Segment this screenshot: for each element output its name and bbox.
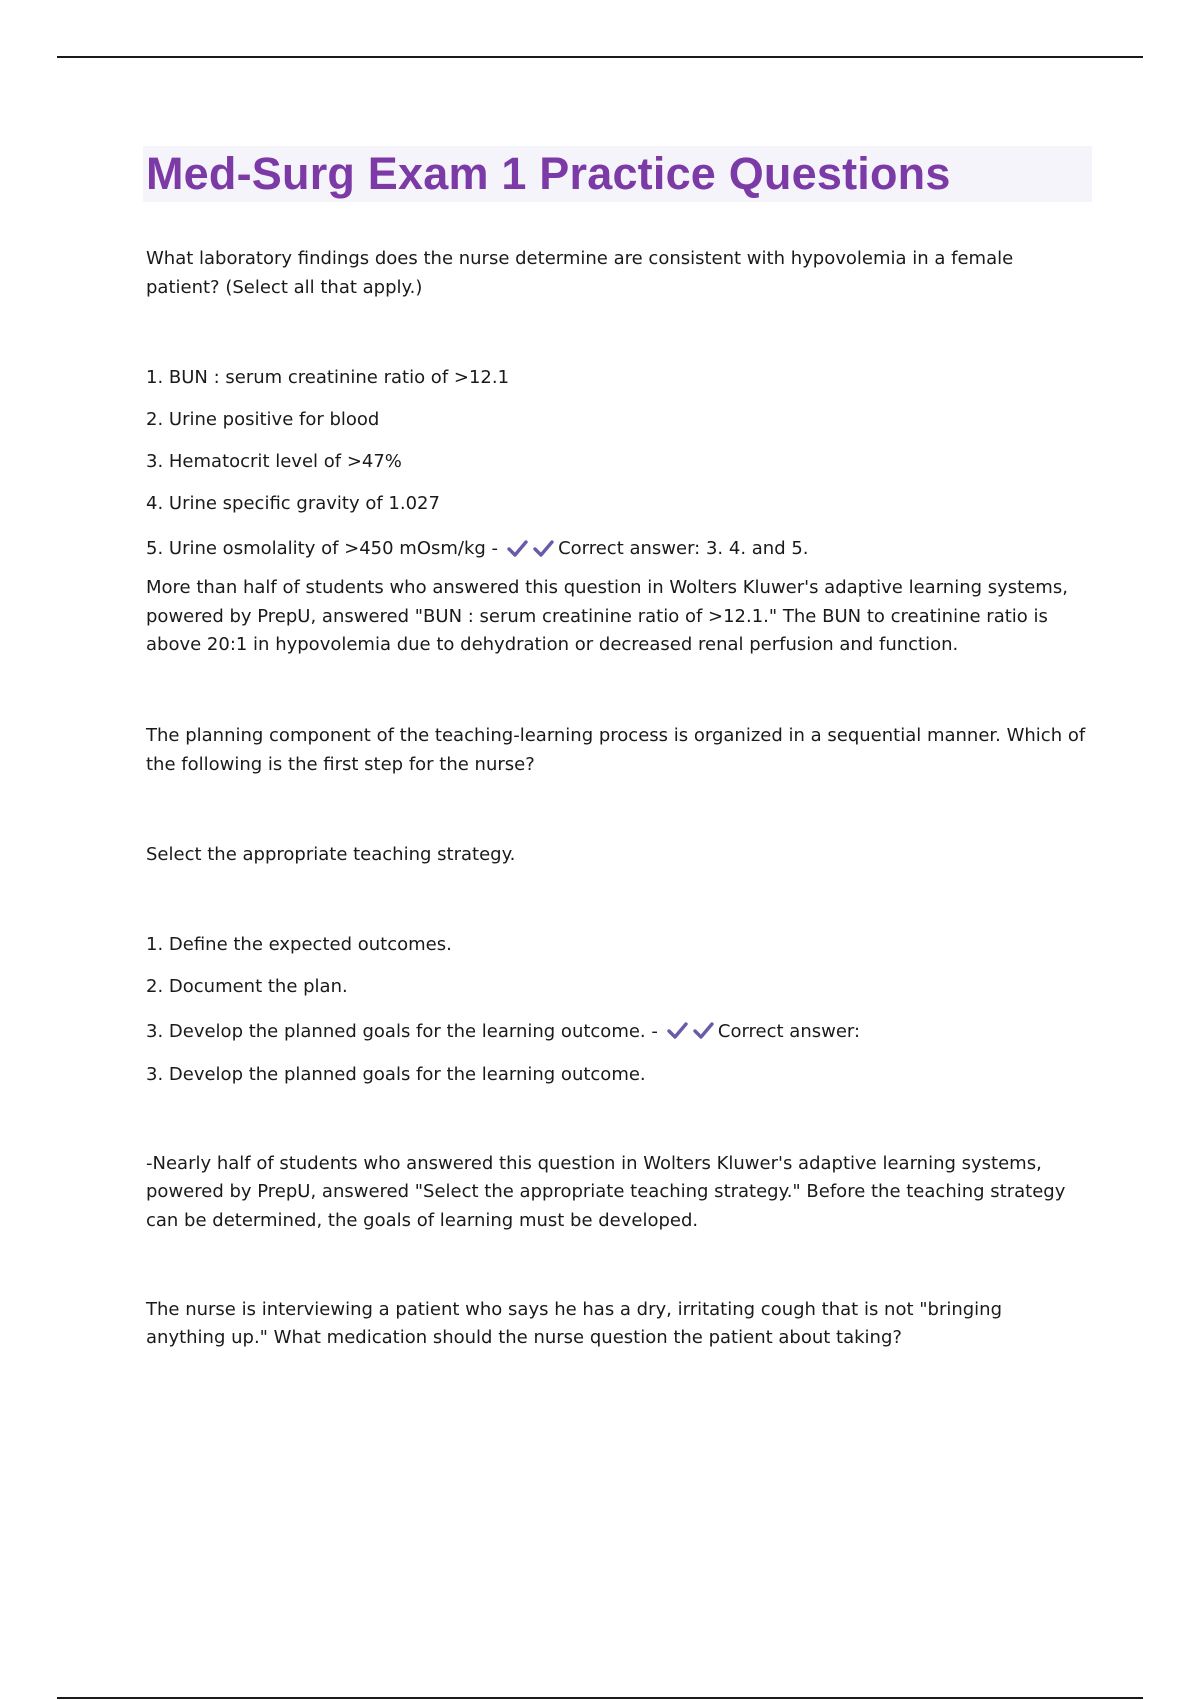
q1-option-5-row bbox=[146, 534, 1092, 563]
q2-correct-answer: 3. Develop the planned goals for the learning outcome. bbox=[146, 1063, 646, 1085]
q2-option-3-row bbox=[146, 1017, 1092, 1046]
q1-option-1: 1. BUN : serum creatinine ratio of >12.1 bbox=[146, 367, 510, 388]
q2-correct-label: Correct answer: bbox=[717, 1020, 861, 1042]
checkmark-icon bbox=[666, 1020, 688, 1042]
title-band bbox=[143, 146, 1092, 202]
page-title: Med-Surg Exam 1 Practice Questions bbox=[146, 148, 951, 199]
q1-rationale: More than half of students who answered this question in Wolters Kluwer's adaptive learning systems, powered by PrepU, answered "BUN : serum creatinine ratio of >12.1." The BUN to creatinine ratio is above 20:1 in hypovolemia due to dehydration or decreased renal perfusion and function. bbox=[146, 577, 1068, 655]
checkmark-icon bbox=[506, 538, 528, 560]
q2-option-3: 3. Develop the planned goals for the learning outcome. - bbox=[146, 1020, 658, 1042]
q2-rationale: -Nearly half of students who answered this question in Wolters Kluwer's adaptive learning systems, powered by PrepU, answered "Select the appropriate teaching strategy." Before the teaching strategy can be determined, the goals of learning must be developed. bbox=[146, 1152, 1066, 1231]
q2-option-1: 1. Define the expected outcomes. bbox=[146, 933, 452, 955]
question-3-stem: The nurse is interviewing a patient who says he has a dry, irritating cough that is not "bringing anything up." What medication should the nurse question the patient about taking? bbox=[146, 1299, 1003, 1348]
q1-option-3: 3. Hematocrit level of >47% bbox=[146, 451, 402, 472]
checkmark-icon bbox=[692, 1020, 714, 1042]
checkmark-icon bbox=[532, 538, 554, 560]
bottom-rule bbox=[57, 1697, 1143, 1699]
q1-option-2: 2. Urine positive for blood bbox=[146, 409, 380, 430]
q2-lead-option: Select the appropriate teaching strategy. bbox=[146, 843, 516, 865]
q2-option-2: 2. Document the plan. bbox=[146, 975, 348, 997]
q1-correct-answer: Correct answer: 3. 4. and 5. bbox=[558, 538, 809, 559]
q1-option-5: 5. Urine osmolality of >450 mOsm/kg - bbox=[146, 538, 499, 559]
question-1-stem: What laboratory findings does the nurse determine are consistent with hypovolemia in a female patient? (Select all that apply.) bbox=[146, 248, 1014, 298]
document-body bbox=[146, 146, 1092, 1352]
question-2-stem: The planning component of the teaching-learning process is organized in a sequential manner. Which of the following is the first step for the nurse? bbox=[146, 724, 1086, 775]
top-rule bbox=[57, 56, 1143, 58]
q1-option-4: 4. Urine specific gravity of 1.027 bbox=[146, 493, 440, 514]
